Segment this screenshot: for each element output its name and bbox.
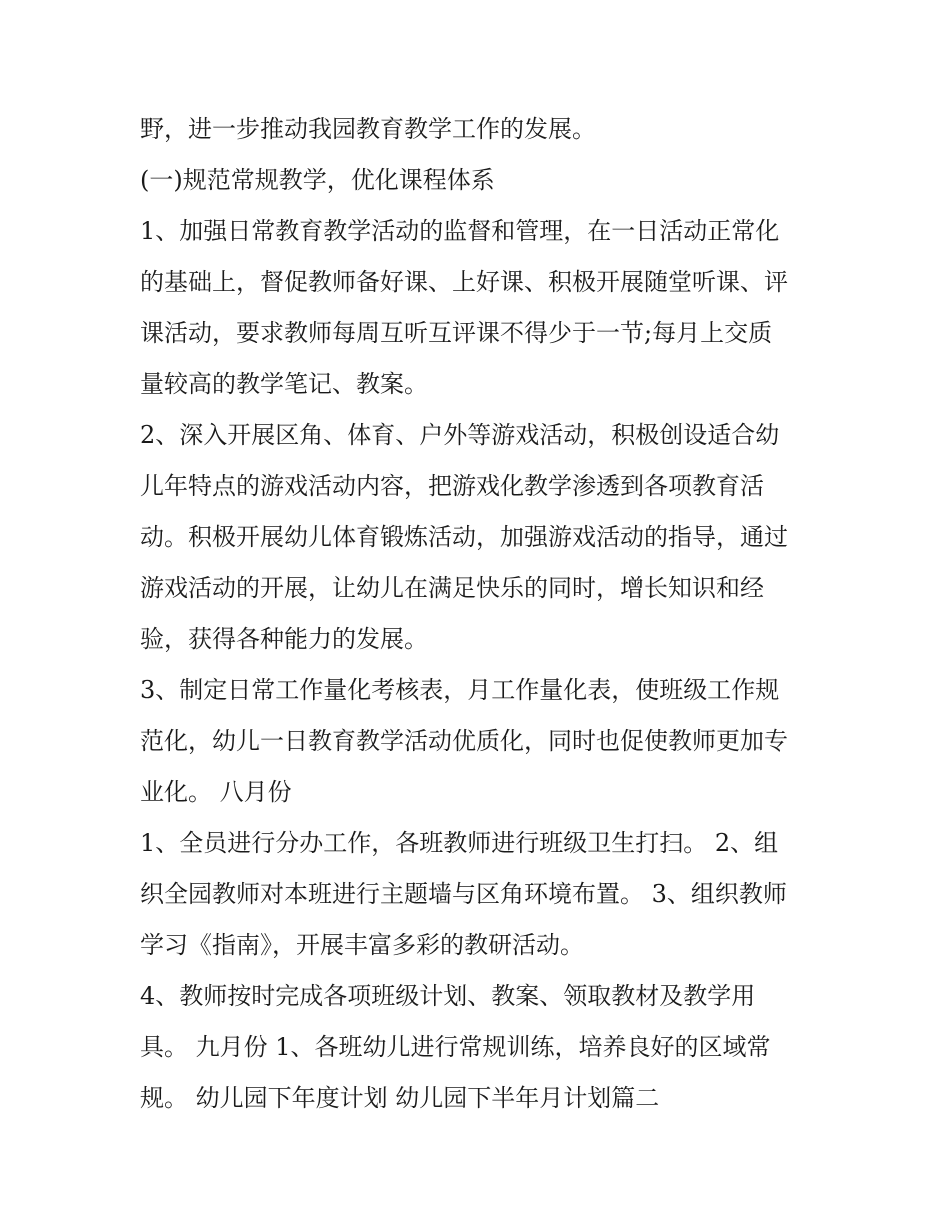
text-line: 学习《指南》，开展丰富多彩的教研活动。 bbox=[140, 931, 584, 959]
paragraph-item-4 bbox=[140, 971, 812, 1124]
text-line: 4、教师按时完成各项班级计划、教案、领取教材及教学用 bbox=[140, 982, 756, 1010]
text-line: 1、全员进行分办工作，各班教师进行班级卫生打扫。 2、组 bbox=[140, 829, 779, 857]
paragraph-item-2 bbox=[140, 410, 812, 665]
text-line: (一)规范常规教学，优化课程体系 bbox=[140, 166, 495, 194]
text-line: 验，获得各种能力的发展。 bbox=[140, 625, 428, 653]
text-line: 量较高的教学笔记、教案。 bbox=[140, 370, 428, 398]
text-line: 的基础上，督促教师备好课、上好课、积极开展随堂听课、评 bbox=[140, 268, 788, 296]
text-line: 3、制定日常工作量化考核表，月工作量化表，使班级工作规 bbox=[140, 676, 780, 704]
paragraph-august-items bbox=[140, 818, 812, 971]
text-line: 规。 幼儿园下年度计划 幼儿园下半年月计划篇二 bbox=[140, 1084, 660, 1112]
text-line: 业化。 八月份 bbox=[140, 778, 292, 806]
text-line: 游戏活动的开展，让幼儿在满足快乐的同时，增长知识和经 bbox=[140, 574, 764, 602]
paragraph-item-1 bbox=[140, 206, 812, 410]
document-body bbox=[140, 104, 812, 1124]
paragraph-item-3 bbox=[140, 665, 812, 818]
text-line: 动。积极开展幼儿体育锻炼活动，加强游戏活动的指导，通过 bbox=[140, 523, 788, 551]
text-line: 2、深入开展区角、体育、户外等游戏活动，积极创设适合幼 bbox=[140, 421, 780, 449]
text-line: 具。 九月份 1、各班幼儿进行常规训练，培养良好的区域常 bbox=[140, 1033, 771, 1061]
text-line: 课活动，要求教师每周互听互评课不得少于一节;每月上交质 bbox=[140, 319, 773, 347]
paragraph-intro-continuation bbox=[140, 104, 812, 155]
text-line: 儿年特点的游戏活动内容，把游戏化教学渗透到各项教育活 bbox=[140, 472, 764, 500]
text-line: 范化，幼儿一日教育教学活动优质化，同时也促使教师更加专 bbox=[140, 727, 788, 755]
text-line: 野，进一步推动我园教育教学工作的发展。 bbox=[140, 115, 596, 143]
text-line: 1、加强日常教育教学活动的监督和管理，在一日活动正常化 bbox=[140, 217, 780, 245]
section-heading bbox=[140, 155, 812, 206]
text-line: 织全园教师对本班进行主题墙与区角环境布置。 3、组织教师 bbox=[140, 880, 787, 908]
